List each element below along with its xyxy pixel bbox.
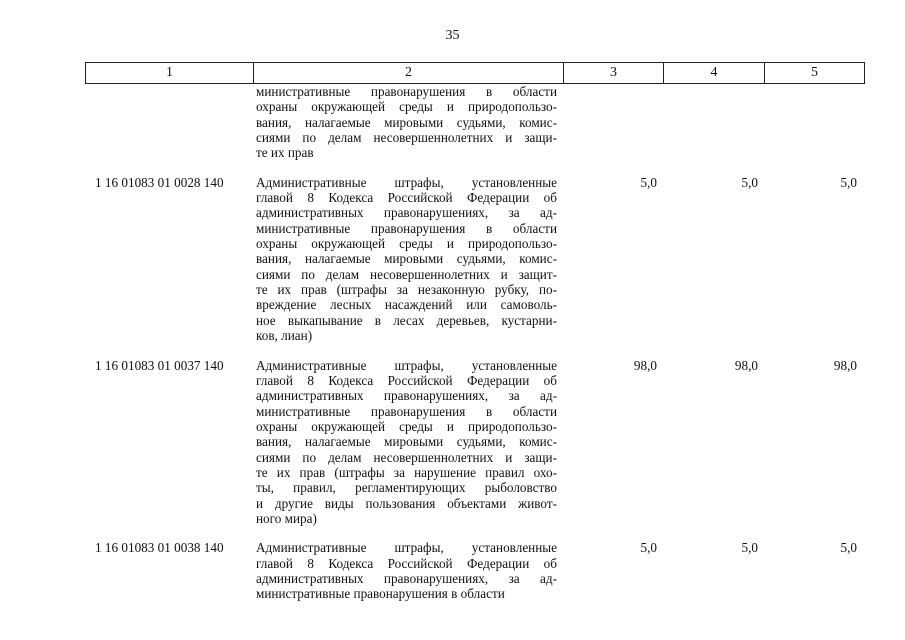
value-col-4 [663,84,764,161]
description-line: ного мира) [256,510,317,526]
budget-code: 1 16 01083 01 0038 140 [95,540,224,556]
description [253,175,563,344]
description-line: вания, налагаемые мировыми судьями, комис- [256,251,557,267]
description-line: Административные штрафы, установленные [256,357,557,373]
column-header-2: 2 [254,63,564,83]
description-line: министративные правонарушения в области [256,403,557,419]
value-col-5: 5,0 [840,174,857,190]
budget-code: 1 16 01083 01 0037 140 [95,357,224,373]
budget-code: 1 16 01083 01 0028 140 [95,174,224,190]
table-header [85,62,865,84]
value-col-5 [764,84,863,161]
column-header-3: 3 [564,63,664,83]
description-line: те их прав (штрафы за нарушение правил охо- [256,464,557,480]
description [253,84,563,161]
value-col-5: 5,0 [840,540,857,556]
description-line: министративные правонарушения в области [256,220,557,236]
description-line: вания, налагаемые мировыми судьями, комис- [256,434,557,450]
description-line: охраны окружающей среды и природопользо- [256,418,557,434]
value-col-3: 5,0 [640,540,657,556]
value-col-5: 98,0 [833,357,857,373]
value-col-4: 98,0 [734,357,758,373]
description-line: Административные штрафы, установленные [256,174,557,190]
budget-code [85,84,253,161]
description-line: охраны окружающей среды и природопользо- [256,99,557,115]
row-gap [85,344,865,358]
value-col-3: 5,0 [640,174,657,190]
value-col-3 [563,84,663,161]
page-number: 35 [445,28,460,43]
description [253,358,563,527]
table-row [85,84,865,161]
description-line: вания, налагаемые мировыми судьями, комис- [256,114,557,130]
description-line: административных правонарушениях, за ад- [256,205,557,221]
description-line: главой 8 Кодекса Российской Федерации об [256,372,557,388]
table-body [85,84,865,602]
value-col-3: 98,0 [633,357,657,373]
row-gap [85,526,865,540]
description-line: Административные штрафы, установленные [256,540,557,556]
description-line: административных правонарушениях, за ад- [256,388,557,404]
description [253,540,563,601]
description-line: ты, правил, регламентирующих рыболовство [256,480,557,496]
value-col-4: 5,0 [741,540,758,556]
description-line: сиями по делам несовершеннолетних и защит- [256,266,557,282]
description-line: те их прав (штрафы за незаконную рубку, по- [256,282,557,298]
column-header-1: 1 [86,63,254,83]
row-gap [85,161,865,175]
description-line: охраны окружающей среды и природопользо- [256,236,557,252]
column-header-5: 5 [811,65,818,80]
description-line: те их прав [256,145,314,161]
table-row [85,175,865,344]
description-line: административных правонарушениях, за ад- [256,570,557,586]
table-row [85,358,865,527]
description-line: главой 8 Кодекса Российской Федерации об [256,555,557,571]
column-header-4: 4 [664,63,765,83]
description-line: вреждение лесных насаждений или самоволь- [256,297,557,313]
description-line: ков, лиан) [256,328,313,344]
description-line: сиями по делам несовершеннолетних и защи- [256,130,557,146]
description-line: ное выкапывание в лесах деревьев, кустарни- [256,312,557,328]
description-line: сиями по делам несовершеннолетних и защи- [256,449,557,465]
description-line: главой 8 Кодекса Российской Федерации об [256,190,557,206]
value-col-4: 5,0 [741,174,758,190]
description-line: министративные правонарушения в области [256,586,505,602]
description-line: министративные правонарушения в области [256,84,557,99]
table-row [85,540,865,601]
description-line: и другие виды пользования объектами живот- [256,495,557,511]
